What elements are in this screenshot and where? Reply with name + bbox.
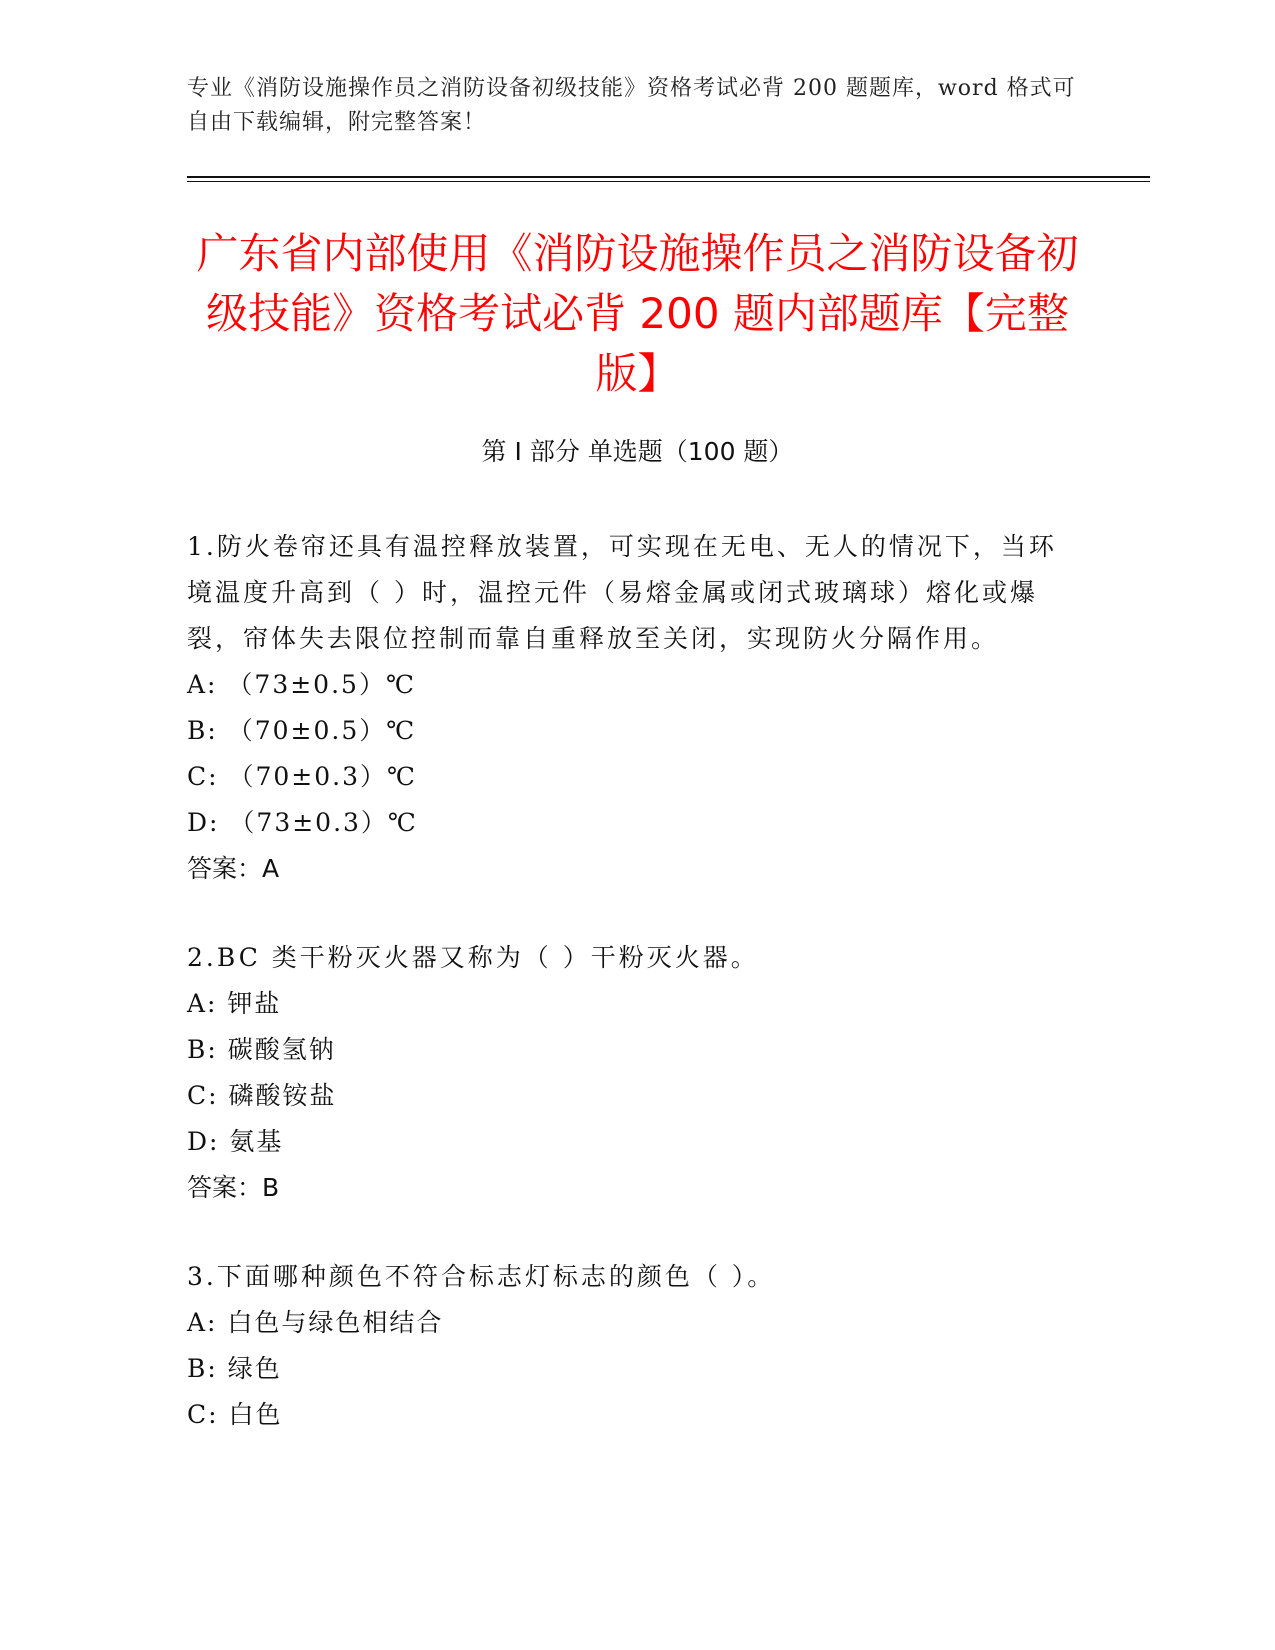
option-c: C: 磷酸铵盐	[187, 1081, 337, 1110]
answer: 答案：B	[187, 1173, 280, 1202]
option-b: B: 碳酸氢钠	[187, 1035, 336, 1064]
question-3	[187, 1254, 1067, 1438]
question-2	[187, 935, 1067, 1211]
option-a: A: 白色与绿色相结合	[187, 1308, 444, 1337]
header-note: 专业《消防设施操作员之消防设备初级技能》资格考试必背 200 题题库，word 格式可自由下载编辑，附完整答案！	[187, 76, 1076, 135]
option-b: B: 绿色	[187, 1354, 282, 1383]
question-list	[187, 524, 1067, 1481]
option-d: D: 氨基	[187, 1127, 284, 1156]
option-c: C: 白色	[187, 1400, 283, 1429]
question-stem: 1.防火卷帘还具有温控释放装置，可实现在无电、无人的情况下，当环境温度升高到（ ）时，温控元件（易熔金属或闭式玻璃球）熔化或爆裂，帘体失去限位控制而靠自重释放至关闭，实现防火分隔作用。	[187, 532, 1057, 653]
option-a: A: （73±0.5）℃	[187, 670, 416, 699]
option-b: B: （70±0.5）℃	[187, 716, 417, 745]
question-1	[187, 524, 1067, 892]
option-c: C: （70±0.3）℃	[187, 762, 417, 791]
header-rule-thin	[187, 181, 1150, 182]
option-d: D: （73±0.3）℃	[187, 808, 418, 837]
section-title: 第 I 部分 单选题（100 题）	[481, 437, 794, 466]
option-a: A: 钾盐	[187, 989, 282, 1018]
answer: 答案：A	[187, 854, 280, 883]
question-stem: 2.BC 类干粉灭火器又称为（ ）干粉灭火器。	[187, 943, 759, 972]
document-title: 广东省内部使用《消防设施操作员之消防设备初级技能》资格考试必背 200 题内部题库【完整版】	[196, 229, 1079, 398]
header-rule-thick	[187, 176, 1150, 178]
question-stem: 3.下面哪种颜色不符合标志灯标志的颜色（ ）。	[187, 1262, 776, 1291]
